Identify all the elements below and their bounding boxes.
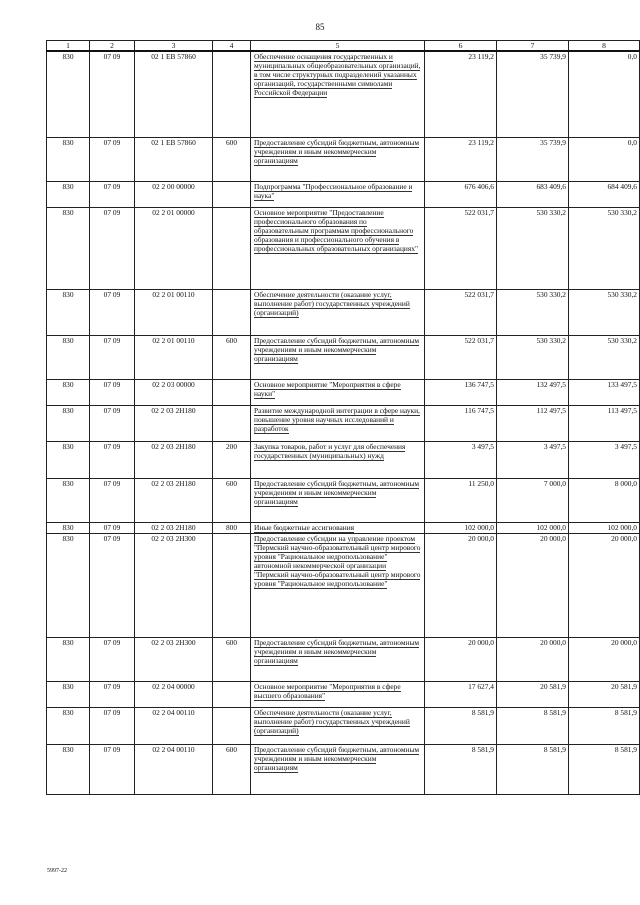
amount-year3-text: 530 330,2 (607, 335, 637, 345)
item-name-text: Подпрограмма "Профессиональное образование и наука" (254, 181, 413, 200)
amount-year2-cell (497, 379, 569, 405)
table-row (47, 744, 640, 794)
admin-code-text: 830 (62, 52, 74, 62)
amount-year1-cell (425, 441, 497, 478)
column-header: 3 (135, 41, 213, 52)
item-name-cell (251, 289, 425, 335)
target-article-text: 02 2 01 00000 (152, 207, 195, 217)
amount-year3-cell (569, 51, 640, 137)
amount-year2-cell (497, 137, 569, 181)
item-name-cell (251, 181, 425, 207)
amount-year2-text: 132 497,5 (536, 379, 566, 389)
admin-code-text: 830 (62, 681, 74, 691)
item-name-cell (251, 522, 425, 533)
admin-code-cell (47, 533, 90, 637)
target-article-cell (135, 707, 213, 744)
target-article-text: 02 2 04 00000 (152, 681, 195, 691)
table-row (47, 707, 640, 744)
section-code-text: 07 09 (103, 335, 121, 345)
expense-type-cell (213, 379, 251, 405)
expense-type-cell (213, 405, 251, 441)
item-name-text: Развитие международной интеграции в сфере науки, повышение уровня научных исследований и разработок (254, 405, 420, 433)
item-name-cell (251, 335, 425, 379)
admin-code-text: 830 (62, 637, 74, 647)
target-article-cell (135, 289, 213, 335)
target-article-text: 02 2 00 00000 (152, 181, 195, 191)
table-row (47, 379, 640, 405)
amount-year3-text: 20 581,9 (611, 681, 637, 691)
amount-year3-cell (569, 289, 640, 335)
amount-year3-text: 133 497,5 (607, 379, 637, 389)
admin-code-cell (47, 744, 90, 794)
amount-year1-text: 522 031,7 (464, 289, 494, 299)
item-name-text: Основное мероприятие "Мероприятия в сфере высшего образования" (254, 681, 401, 700)
item-name-cell (251, 744, 425, 794)
admin-code-text: 830 (62, 533, 74, 543)
admin-code-cell (47, 181, 90, 207)
amount-year3-cell (569, 478, 640, 522)
amount-year2-cell (497, 478, 569, 522)
item-name-text: Обеспечение деятельности (оказание услуг, выполнение работ) государственных учреждений (организаций) (254, 707, 410, 735)
amount-year1-text: 522 031,7 (464, 335, 494, 345)
target-article-cell (135, 181, 213, 207)
amount-year3-text: 0,0 (627, 52, 637, 62)
table-row (47, 441, 640, 478)
target-article-cell (135, 335, 213, 379)
amount-year2-text: 20 000,0 (540, 533, 566, 543)
admin-code-cell (47, 681, 90, 707)
table-row (47, 522, 640, 533)
target-article-text: 02 2 01 00110 (152, 335, 195, 345)
amount-year1-text: 522 031,7 (464, 207, 494, 217)
admin-code-text: 830 (62, 744, 74, 754)
amount-year1-text: 8 581,9 (471, 707, 494, 717)
item-name-text: Иные бюджетные ассигнования (254, 522, 355, 532)
expense-type-cell (213, 681, 251, 707)
expense-type-cell (213, 707, 251, 744)
target-article-text: 02 2 04 00110 (152, 744, 195, 754)
section-code-text: 07 09 (103, 379, 121, 389)
admin-code-text: 830 (62, 379, 74, 389)
amount-year3-cell (569, 522, 640, 533)
item-name-cell (251, 137, 425, 181)
amount-year3-text: 530 330,2 (607, 289, 637, 299)
admin-code-cell (47, 289, 90, 335)
admin-code-text: 830 (62, 405, 74, 415)
section-code-text: 07 09 (103, 744, 121, 754)
admin-code-cell (47, 441, 90, 478)
amount-year1-text: 17 627,4 (468, 681, 494, 691)
target-article-cell (135, 744, 213, 794)
admin-code-cell (47, 379, 90, 405)
amount-year1-text: 20 000,0 (468, 533, 494, 543)
amount-year1-text: 3 497,5 (471, 441, 494, 451)
amount-year1-cell (425, 707, 497, 744)
item-name-cell (251, 379, 425, 405)
amount-year3-text: 3 497,5 (614, 441, 637, 451)
amount-year3-cell (569, 207, 640, 289)
target-article-text: 02 2 03 00000 (152, 379, 195, 389)
section-code-text: 07 09 (103, 681, 121, 691)
expense-type-cell (213, 137, 251, 181)
amount-year2-text: 530 330,2 (536, 289, 566, 299)
table-row (47, 207, 640, 289)
admin-code-text: 830 (62, 207, 74, 217)
expense-type-text: 600 (225, 478, 238, 488)
item-name-cell (251, 478, 425, 522)
amount-year1-cell (425, 181, 497, 207)
target-article-cell (135, 405, 213, 441)
section-code-cell (90, 441, 135, 478)
amount-year1-text: 23 119,2 (468, 137, 494, 147)
amount-year1-cell (425, 478, 497, 522)
amount-year2-text: 8 581,9 (543, 707, 566, 717)
admin-code-cell (47, 207, 90, 289)
expense-type-text: 600 (225, 137, 238, 147)
amount-year2-text: 102 000,0 (536, 522, 566, 532)
section-code-text: 07 09 (103, 441, 121, 451)
column-header: 6 (425, 41, 497, 52)
amount-year2-text: 3 497,5 (543, 441, 566, 451)
amount-year3-text: 8 000,0 (614, 478, 637, 488)
expense-type-cell (213, 478, 251, 522)
amount-year1-cell (425, 744, 497, 794)
admin-code-cell (47, 335, 90, 379)
expense-type-cell (213, 744, 251, 794)
item-name-text: Основное мероприятие "Предоставление профессионального образования по образовательным программам профессионального образования и профессионального обучения в профессиональных образовательных организациях" (254, 207, 418, 253)
amount-year1-text: 23 119,2 (468, 52, 494, 62)
amount-year2-text: 683 409,6 (536, 181, 566, 191)
amount-year1-cell (425, 137, 497, 181)
target-article-cell (135, 137, 213, 181)
expense-type-cell (213, 533, 251, 637)
amount-year3-cell (569, 533, 640, 637)
expense-type-text: 800 (225, 522, 238, 532)
target-article-text: 02 2 03 2Н300 (151, 637, 196, 647)
column-header: 7 (497, 41, 569, 52)
target-article-cell (135, 522, 213, 533)
section-code-cell (90, 707, 135, 744)
admin-code-cell (47, 478, 90, 522)
amount-year1-cell (425, 522, 497, 533)
item-name-cell (251, 707, 425, 744)
amount-year3-cell (569, 744, 640, 794)
amount-year3-cell (569, 441, 640, 478)
section-code-text: 07 09 (103, 137, 121, 147)
target-article-text: 02 2 03 2Н180 (151, 478, 196, 488)
expense-type-cell (213, 441, 251, 478)
column-header: 4 (213, 41, 251, 52)
amount-year1-text: 102 000,0 (464, 522, 494, 532)
target-article-cell (135, 681, 213, 707)
admin-code-text: 830 (62, 478, 74, 488)
amount-year2-text: 7 000,0 (543, 478, 566, 488)
section-code-text: 07 09 (103, 405, 121, 415)
admin-code-cell (47, 707, 90, 744)
section-code-cell (90, 522, 135, 533)
amount-year3-text: 20 000,0 (611, 637, 637, 647)
amount-year2-cell (497, 681, 569, 707)
amount-year2-cell (497, 637, 569, 681)
table-row (47, 637, 640, 681)
amount-year3-text: 684 409,6 (607, 181, 637, 191)
amount-year1-text: 8 581,9 (471, 744, 494, 754)
section-code-text: 07 09 (103, 522, 121, 532)
amount-year2-cell (497, 707, 569, 744)
target-article-cell (135, 637, 213, 681)
section-code-text: 07 09 (103, 289, 121, 299)
section-code-cell (90, 335, 135, 379)
expense-type-cell (213, 335, 251, 379)
document-code: 5997-22 (47, 868, 67, 874)
section-code-cell (90, 478, 135, 522)
section-code-cell (90, 289, 135, 335)
amount-year3-cell (569, 637, 640, 681)
section-code-text: 07 09 (103, 207, 121, 217)
admin-code-text: 830 (62, 441, 74, 451)
expense-type-text: 200 (225, 441, 238, 451)
admin-code-text: 830 (62, 181, 74, 191)
table-row (47, 335, 640, 379)
amount-year3-cell (569, 405, 640, 441)
expense-type-cell (213, 522, 251, 533)
amount-year1-cell (425, 681, 497, 707)
item-name-text: Закупка товаров, работ и услуг для обеспечения государственных (муниципальных) нужд (254, 441, 406, 460)
expense-type-cell (213, 289, 251, 335)
amount-year3-cell (569, 707, 640, 744)
section-code-text: 07 09 (103, 181, 121, 191)
item-name-cell (251, 405, 425, 441)
item-name-cell (251, 533, 425, 637)
amount-year1-text: 136 747,5 (464, 379, 494, 389)
item-name-text: Обеспечение оснащения государственных и муниципальных общеобразовательных организаций, в том числе структурных подразделений указанных организаций, государственными символами Российской Федерации (254, 52, 421, 98)
table-row (47, 681, 640, 707)
table-row (47, 289, 640, 335)
amount-year2-cell (497, 335, 569, 379)
column-number-row (47, 41, 640, 52)
amount-year1-text: 20 000,0 (468, 637, 494, 647)
admin-code-cell (47, 637, 90, 681)
amount-year2-cell (497, 181, 569, 207)
section-code-cell (90, 744, 135, 794)
amount-year2-cell (497, 405, 569, 441)
admin-code-cell (47, 51, 90, 137)
section-code-cell (90, 137, 135, 181)
target-article-text: 02 2 03 2Н180 (151, 405, 196, 415)
amount-year2-cell (497, 522, 569, 533)
section-code-cell (90, 533, 135, 637)
amount-year3-text: 530 330,2 (607, 207, 637, 217)
table-row (47, 51, 640, 137)
amount-year3-text: 0,0 (627, 137, 637, 147)
item-name-text: Основное мероприятие "Мероприятия в сфере науки" (254, 379, 401, 398)
target-article-text: 02 2 03 2Н180 (151, 522, 196, 532)
amount-year3-cell (569, 379, 640, 405)
column-header: 8 (569, 41, 640, 52)
section-code-text: 07 09 (103, 707, 121, 717)
expense-type-text: 600 (225, 637, 238, 647)
table-row (47, 137, 640, 181)
amount-year2-cell (497, 207, 569, 289)
budget-table (46, 40, 640, 795)
admin-code-text: 830 (62, 522, 74, 532)
amount-year2-text: 530 330,2 (536, 207, 566, 217)
target-article-text: 02 2 03 2Н300 (151, 533, 196, 543)
amount-year1-cell (425, 533, 497, 637)
target-article-text: 02 1 EВ 57860 (151, 137, 196, 147)
target-article-cell (135, 51, 213, 137)
section-code-cell (90, 405, 135, 441)
admin-code-text: 830 (62, 707, 74, 717)
target-article-cell (135, 533, 213, 637)
amount-year2-cell (497, 441, 569, 478)
item-name-cell (251, 441, 425, 478)
expense-type-cell (213, 51, 251, 137)
admin-code-cell (47, 522, 90, 533)
section-code-cell (90, 181, 135, 207)
amount-year2-cell (497, 51, 569, 137)
page-number: 85 (315, 22, 325, 32)
item-name-text: Предоставление субсидий бюджетным, автономным учреждениям и иным некоммерческим организациям (254, 744, 420, 772)
target-article-text: 02 2 04 00110 (152, 707, 195, 717)
amount-year2-cell (497, 744, 569, 794)
target-article-cell (135, 441, 213, 478)
section-code-cell (90, 207, 135, 289)
section-code-cell (90, 637, 135, 681)
admin-code-cell (47, 137, 90, 181)
amount-year1-cell (425, 289, 497, 335)
section-code-text: 07 09 (103, 478, 121, 488)
amount-year2-text: 112 497,5 (536, 405, 566, 415)
expense-type-cell (213, 207, 251, 289)
amount-year2-text: 530 330,2 (536, 335, 566, 345)
table-row (47, 405, 640, 441)
target-article-cell (135, 478, 213, 522)
amount-year1-cell (425, 207, 497, 289)
section-code-text: 07 09 (103, 533, 121, 543)
admin-code-cell (47, 405, 90, 441)
item-name-cell (251, 681, 425, 707)
table-row (47, 181, 640, 207)
section-code-cell (90, 379, 135, 405)
item-name-cell (251, 207, 425, 289)
admin-code-text: 830 (62, 137, 74, 147)
section-code-text: 07 09 (103, 52, 121, 62)
item-name-text: Предоставление субсидий бюджетным, автономным учреждениям и иным некоммерческим организациям (254, 637, 420, 665)
amount-year2-text: 35 739,9 (540, 137, 566, 147)
amount-year3-text: 8 581,9 (614, 744, 637, 754)
column-header: 5 (251, 41, 425, 52)
item-name-text: Предоставление субсидий бюджетным, автономным учреждениям и иным некоммерческим организациям (254, 137, 420, 165)
expense-type-cell (213, 637, 251, 681)
item-name-cell (251, 51, 425, 137)
expense-type-text: 600 (225, 744, 238, 754)
amount-year1-text: 116 747,5 (464, 405, 494, 415)
amount-year1-cell (425, 335, 497, 379)
amount-year2-text: 20 581,9 (540, 681, 566, 691)
amount-year3-text: 113 497,5 (607, 405, 637, 415)
section-code-text: 07 09 (103, 637, 121, 647)
section-code-cell (90, 681, 135, 707)
target-article-text: 02 1 EВ 57860 (151, 52, 196, 62)
amount-year2-text: 20 000,0 (540, 637, 566, 647)
amount-year1-text: 11 250,0 (468, 478, 494, 488)
admin-code-text: 830 (62, 335, 74, 345)
amount-year3-cell (569, 181, 640, 207)
table-row (47, 533, 640, 637)
amount-year2-text: 8 581,9 (543, 744, 566, 754)
column-header: 2 (90, 41, 135, 52)
expense-type-text: 600 (225, 335, 238, 345)
item-name-text: Предоставление субсидий бюджетным, автономным учреждениям и иным некоммерческим организациям (254, 478, 420, 506)
item-name-cell (251, 637, 425, 681)
item-name-text: Предоставление субсидии на управление проектом "Пермский научно-образовательный центр мирового уровня "Рациональное недропользование" автономной некоммерческой организации "Пермский научно-образовательный центр мирового уровня "Рациональное недропользование" (254, 533, 421, 588)
amount-year3-cell (569, 335, 640, 379)
amount-year2-cell (497, 289, 569, 335)
amount-year2-text: 35 739,9 (540, 52, 566, 62)
admin-code-text: 830 (62, 289, 74, 299)
amount-year1-cell (425, 379, 497, 405)
amount-year3-cell (569, 137, 640, 181)
amount-year3-cell (569, 681, 640, 707)
target-article-text: 02 2 03 2Н180 (151, 441, 196, 451)
amount-year3-text: 102 000,0 (607, 522, 637, 532)
target-article-text: 02 2 01 00110 (152, 289, 195, 299)
amount-year2-cell (497, 533, 569, 637)
item-name-text: Предоставление субсидий бюджетным, автономным учреждениям и иным некоммерческим организациям (254, 335, 420, 363)
item-name-text: Обеспечение деятельности (оказание услуг, выполнение работ) государственных учреждений (организаций) (254, 289, 410, 317)
column-header: 1 (47, 41, 90, 52)
expense-type-cell (213, 181, 251, 207)
amount-year3-text: 20 000,0 (611, 533, 637, 543)
amount-year1-cell (425, 637, 497, 681)
amount-year1-cell (425, 51, 497, 137)
amount-year1-text: 676 406,6 (464, 181, 494, 191)
amount-year3-text: 8 581,9 (614, 707, 637, 717)
section-code-cell (90, 51, 135, 137)
table-row (47, 478, 640, 522)
target-article-cell (135, 207, 213, 289)
amount-year1-cell (425, 405, 497, 441)
target-article-cell (135, 379, 213, 405)
